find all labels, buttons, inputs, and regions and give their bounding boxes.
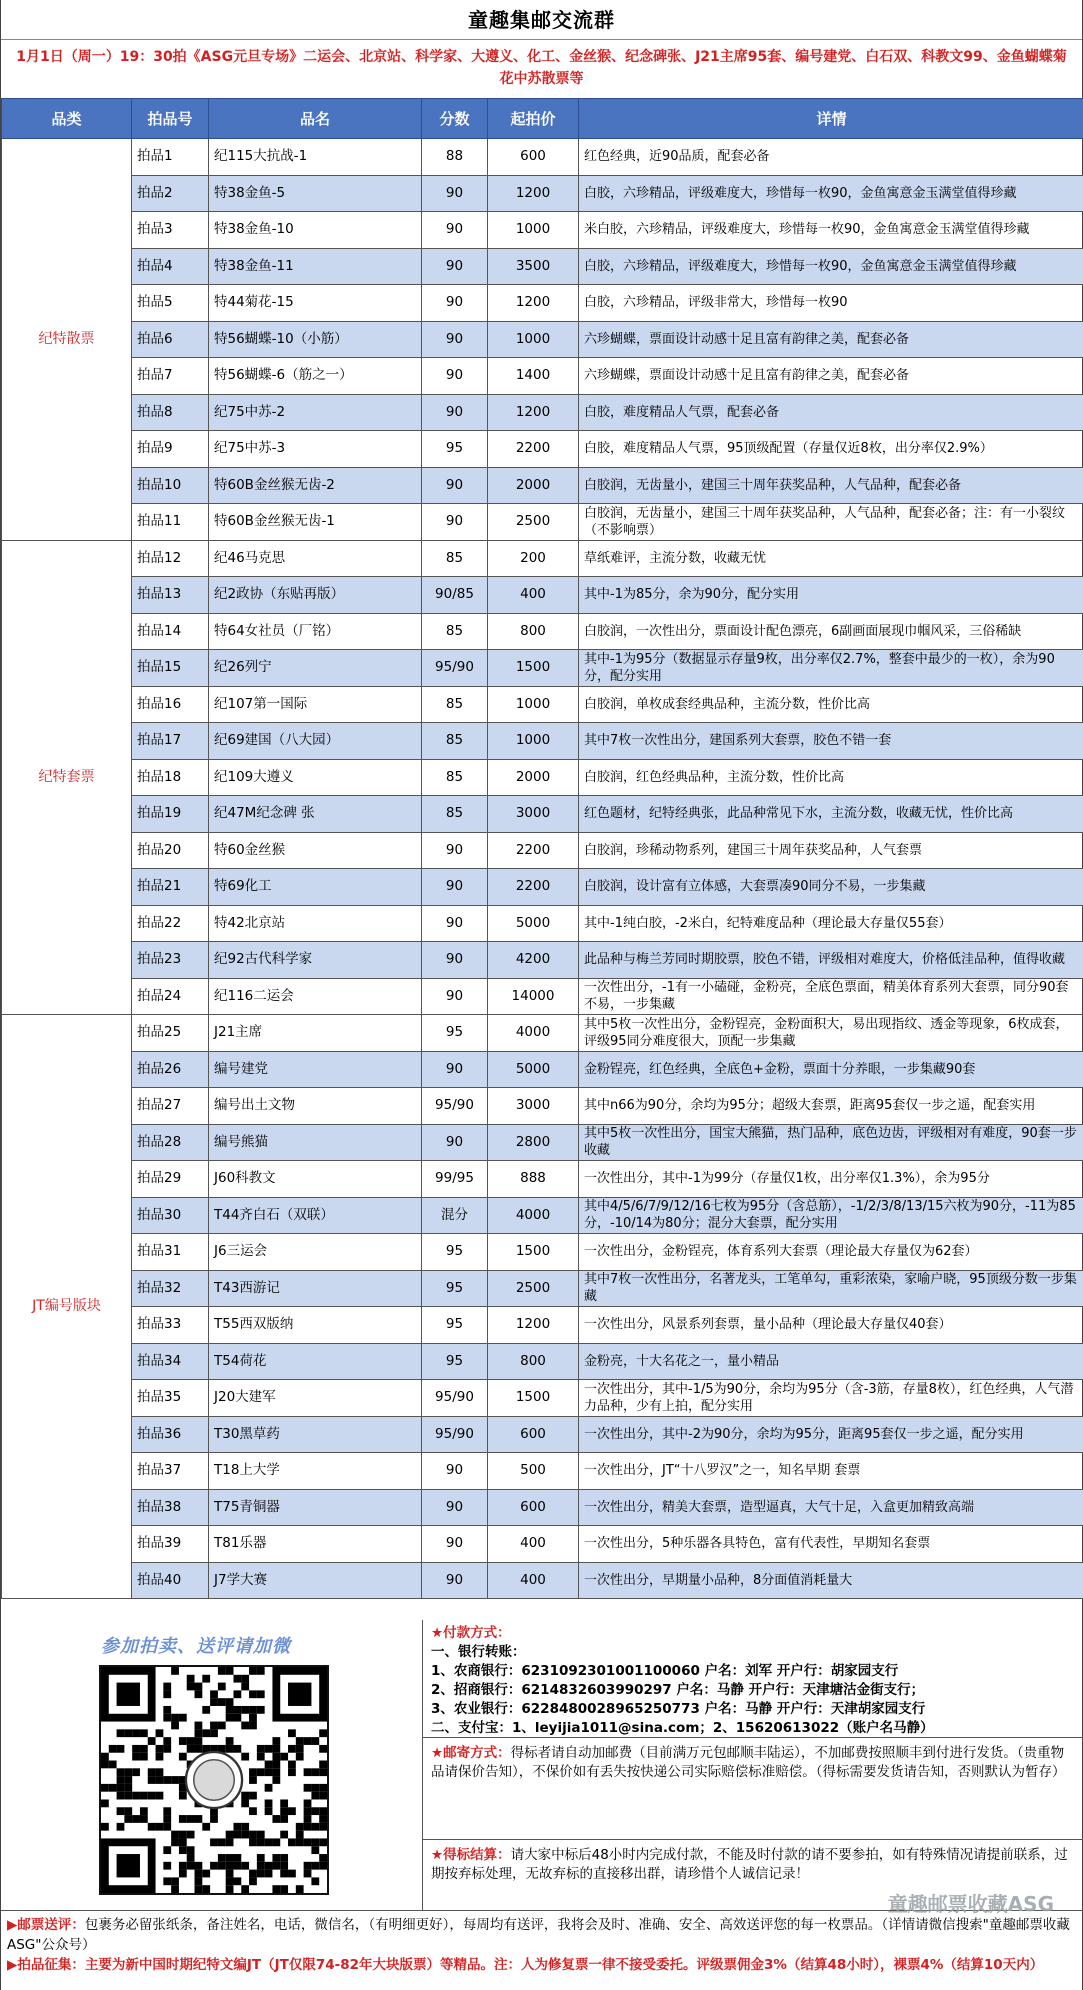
col-score: 分数 [422, 99, 488, 139]
table-row [2, 832, 1083, 869]
review-text: 包裹务必留张纸条，备注姓名，电话，微信名，（有明细更好），每周均有送评，我将会及时、准确、安全、高效送评您的每一枚票品。（详情请微信搜索"童趣邮票收藏ASG"公众号） [7, 1917, 1070, 1953]
lot-cell: 拍品33 [132, 1307, 209, 1344]
lot-cell: 拍品9 [132, 431, 209, 468]
table-row [2, 1562, 1083, 1599]
score-cell: 95/90 [422, 650, 488, 687]
name-cell: T43西游记 [209, 1270, 422, 1307]
price-cell: 1000 [488, 321, 579, 358]
name-cell: 特38金鱼-5 [209, 175, 422, 212]
detail-cell: 草纸难评，主流分数，收藏无忧 [579, 540, 1083, 577]
score-cell: 90 [422, 978, 488, 1015]
table-row [2, 942, 1083, 979]
detail-cell: 其中5枚一次性出分，金粉锃亮，金粉面积大，易出现指纹、透金等现象，6枚成套，评级95同分难度很大，顶配一步集藏 [579, 1015, 1083, 1052]
lot-cell: 拍品28 [132, 1124, 209, 1161]
detail-cell: 其中-1为95分（数据显示存量9枚，出分率仅2.7%，整套中最少的一枚），余为90分，配分实用 [579, 650, 1083, 687]
notes-section [1, 1910, 1083, 1990]
table-row [2, 650, 1083, 687]
table-row [2, 358, 1083, 395]
score-cell: 90 [422, 869, 488, 906]
lot-cell: 拍品25 [132, 1015, 209, 1052]
lot-cell: 拍品17 [132, 723, 209, 760]
name-cell: 特60B金丝猴无齿-2 [209, 467, 422, 504]
lot-cell: 拍品26 [132, 1051, 209, 1088]
table-row [2, 540, 1083, 577]
price-cell: 1000 [488, 686, 579, 723]
price-cell: 3500 [488, 248, 579, 285]
score-cell: 85 [422, 686, 488, 723]
detail-cell: 红色题材，纪特经典张，此品种常见下水，主流分数，收藏无忧，性价比高 [579, 796, 1083, 833]
qr-code-icon[interactable] [99, 1665, 329, 1895]
lot-cell: 拍品36 [132, 1416, 209, 1453]
price-cell: 14000 [488, 978, 579, 1015]
collect-text: 主要为新中国时期纪特文编JT（JT仅限74-82年大块版票）等精品。注：人为修复票一律不接受委托。评级票佣金3%（结算48小时），裸票4%（结算10天内） [84, 1957, 1044, 1973]
table-row [2, 686, 1083, 723]
detail-cell: 白胶润，珍稀动物系列，建国三十周年获奖品种，人气套票 [579, 832, 1083, 869]
table-row [2, 1015, 1083, 1052]
price-cell: 400 [488, 1526, 579, 1563]
name-cell: J7学大赛 [209, 1562, 422, 1599]
table-row [2, 431, 1083, 468]
detail-cell: 白胶，六珍精品，评级难度大，珍惜每一枚90，金鱼寓意金玉满堂值得珍藏 [579, 248, 1083, 285]
price-cell: 1500 [488, 1234, 579, 1271]
price-cell: 200 [488, 540, 579, 577]
name-cell: 编号建党 [209, 1051, 422, 1088]
detail-cell: 白胶，六珍精品，评级非常大，珍惜每一枚90 [579, 285, 1083, 322]
table-row [2, 905, 1083, 942]
price-cell: 1200 [488, 175, 579, 212]
page-title: 童趣集邮交流群 [1, 0, 1082, 40]
table-row [2, 1051, 1083, 1088]
lot-cell: 拍品3 [132, 212, 209, 249]
price-cell: 4000 [488, 1197, 579, 1234]
detail-cell: 白胶润，一次性出分，票面设计配色漂亮，6副画面展现巾帼风采，三俗稀缺 [579, 613, 1083, 650]
table-row [2, 1489, 1083, 1526]
payment-line: 二、支付宝：1、leyijia1011@sina.com；2、15620613022（账户名马静） [431, 1720, 934, 1736]
score-cell: 95/90 [422, 1416, 488, 1453]
name-cell: T55西双版纳 [209, 1307, 422, 1344]
score-cell: 99/95 [422, 1161, 488, 1198]
name-cell: 特60金丝猴 [209, 832, 422, 869]
price-cell: 2200 [488, 832, 579, 869]
detail-cell: 白胶润，设计富有立体感，大套票凑90同分不易，一步集藏 [579, 869, 1083, 906]
price-cell: 2200 [488, 431, 579, 468]
detail-cell: 白胶，难度精品人气票，配套必备 [579, 394, 1083, 431]
lot-cell: 拍品12 [132, 540, 209, 577]
detail-cell: 米白胶，六珍精品，评级难度大，珍惜每一枚90，金鱼寓意金玉满堂值得珍藏 [579, 212, 1083, 249]
review-note [7, 1915, 1078, 1955]
score-cell: 95/90 [422, 1088, 488, 1125]
payment-bank-title: 一、银行转账： [431, 1644, 526, 1660]
col-detail: 详情 [579, 99, 1083, 139]
table-row [2, 1234, 1083, 1271]
payment-heading: ★付款方式： [431, 1625, 511, 1641]
name-cell: 纪92古代科学家 [209, 942, 422, 979]
score-cell: 90 [422, 467, 488, 504]
lot-cell: 拍品15 [132, 650, 209, 687]
lot-cell: 拍品38 [132, 1489, 209, 1526]
score-cell: 85 [422, 540, 488, 577]
qr-section [1, 1620, 423, 1910]
price-cell: 800 [488, 613, 579, 650]
price-cell: 2800 [488, 1124, 579, 1161]
price-cell: 400 [488, 577, 579, 614]
price-cell: 2500 [488, 1270, 579, 1307]
lot-cell: 拍品2 [132, 175, 209, 212]
lot-table-body [2, 139, 1083, 1599]
score-cell: 95 [422, 1234, 488, 1271]
col-category: 品类 [2, 99, 132, 139]
lot-cell: 拍品4 [132, 248, 209, 285]
lot-cell: 拍品14 [132, 613, 209, 650]
table-row [2, 248, 1083, 285]
table-row [2, 1343, 1083, 1380]
detail-cell: 白胶，六珍精品，评级难度大，珍惜每一枚90，金鱼寓意金玉满堂值得珍藏 [579, 175, 1083, 212]
price-cell: 3000 [488, 796, 579, 833]
table-row [2, 1197, 1083, 1234]
detail-cell: 一次性出分，早期量小品种，8分面值消耗量大 [579, 1562, 1083, 1599]
name-cell: 特42北京站 [209, 905, 422, 942]
price-cell: 1500 [488, 650, 579, 687]
settle-text: 请大家中标后48小时内完成付款，不能及时付款的请不要参拍，如有特殊情况请提前联系，过期按弃标处理，无故弃标的直接移出群，请珍惜个人诚信记录！ [431, 1847, 1068, 1882]
detail-cell: 其中7枚一次性出分，建国系列大套票，胶色不错一套 [579, 723, 1083, 760]
price-cell: 1200 [488, 1307, 579, 1344]
lot-cell: 拍品7 [132, 358, 209, 395]
name-cell: 纪26列宁 [209, 650, 422, 687]
lot-cell: 拍品21 [132, 869, 209, 906]
category-cell: JT编号版块 [2, 1015, 132, 1599]
price-cell: 1200 [488, 285, 579, 322]
score-cell: 88 [422, 139, 488, 176]
score-cell: 90 [422, 1489, 488, 1526]
lot-cell: 拍品31 [132, 1234, 209, 1271]
score-cell: 95 [422, 1307, 488, 1344]
score-cell: 90 [422, 212, 488, 249]
score-cell: 90 [422, 1453, 488, 1490]
name-cell: 特60B金丝猴无齿-1 [209, 504, 422, 541]
lot-cell: 拍品35 [132, 1380, 209, 1417]
detail-cell: 一次性出分，5种乐器各具特色，富有代表性，早期知名套票 [579, 1526, 1083, 1563]
table-row [2, 796, 1083, 833]
name-cell: 特44菊花-15 [209, 285, 422, 322]
price-cell: 888 [488, 1161, 579, 1198]
lot-cell: 拍品23 [132, 942, 209, 979]
name-cell: 纪116二运会 [209, 978, 422, 1015]
score-cell: 90 [422, 1124, 488, 1161]
name-cell: 纪107第一国际 [209, 686, 422, 723]
name-cell: 特69化工 [209, 869, 422, 906]
review-label: ▶邮票送评： [7, 1917, 85, 1933]
qr-title: 参加拍卖、送评请加微 [101, 1636, 291, 1657]
detail-cell: 金粉亮，十大名花之一，量小精品 [579, 1343, 1083, 1380]
table-row [2, 1380, 1083, 1417]
detail-cell: 其中-1纯白胶，-2米白，纪特难度品种（理论最大存量仅55套） [579, 905, 1083, 942]
price-cell: 400 [488, 1562, 579, 1599]
name-cell: J20大建军 [209, 1380, 422, 1417]
table-header-row [2, 99, 1083, 139]
price-cell: 2000 [488, 759, 579, 796]
lot-cell: 拍品29 [132, 1161, 209, 1198]
score-cell: 90 [422, 285, 488, 322]
lot-cell: 拍品18 [132, 759, 209, 796]
score-cell: 85 [422, 613, 488, 650]
lot-cell: 拍品39 [132, 1526, 209, 1563]
category-cell: 纪特散票 [2, 139, 132, 541]
detail-cell: 其中5枚一次性出分，国宝大熊猫，热门品种，底色边齿，评级相对有难度，90套一步收藏 [579, 1124, 1083, 1161]
detail-cell: 其中-1为85分，余为90分，配分实用 [579, 577, 1083, 614]
lot-cell: 拍品1 [132, 139, 209, 176]
name-cell: T30黑草药 [209, 1416, 422, 1453]
table-row [2, 212, 1083, 249]
score-cell: 90 [422, 394, 488, 431]
lot-cell: 拍品24 [132, 978, 209, 1015]
payment-line: 1、农商银行：6231092301001100060 户名：刘军 开户行：胡家园支行 [431, 1663, 899, 1679]
table-row [2, 504, 1083, 541]
table-row [2, 1270, 1083, 1307]
table-row [2, 869, 1083, 906]
auction-subtitle: 1月1日（周一）19：30拍《ASG元旦专场》二运会、北京站、科学家、大遵义、化工、金丝猴、纪念碑张、J21主席95套、编号建党、白石双、科教文99、金鱼蝴蝶菊花中苏散票等 [16, 49, 1067, 87]
lot-cell: 拍品22 [132, 905, 209, 942]
score-cell: 95 [422, 431, 488, 468]
price-cell: 600 [488, 139, 579, 176]
name-cell: 编号熊猫 [209, 1124, 422, 1161]
detail-cell: 白胶润，无齿量小，建国三十周年获奖品种，人气品种，配套必备 [579, 467, 1083, 504]
lot-cell: 拍品34 [132, 1343, 209, 1380]
price-cell: 4200 [488, 942, 579, 979]
name-cell: 纪109大遵义 [209, 759, 422, 796]
price-cell: 1200 [488, 394, 579, 431]
score-cell: 90 [422, 175, 488, 212]
name-cell: 特38金鱼-11 [209, 248, 422, 285]
detail-cell: 一次性出分，JT“十八罗汉”之一，知名早期 套票 [579, 1453, 1083, 1490]
price-cell: 2000 [488, 467, 579, 504]
detail-cell: 一次性出分，其中-1为99分（存量仅1枚，出分率仅1.3%），余为95分 [579, 1161, 1083, 1198]
name-cell: 纪46马克思 [209, 540, 422, 577]
name-cell: 纪47M纪念碑 张 [209, 796, 422, 833]
table-row [2, 577, 1083, 614]
detail-cell: 白胶润，无齿量小，建国三十周年获奖品种，人气品种，配套必备；注：有一小裂纹（不影响票） [579, 504, 1083, 541]
price-cell: 1500 [488, 1380, 579, 1417]
shipping-block [423, 1738, 1083, 1840]
name-cell: T81乐器 [209, 1526, 422, 1563]
table-row [2, 467, 1083, 504]
detail-cell: 六珍蝴蝶，票面设计动感十足且富有韵律之美，配套必备 [579, 321, 1083, 358]
detail-cell: 六珍蝴蝶，票面设计动感十足且富有韵律之美，配套必备 [579, 358, 1083, 395]
table-row [2, 1161, 1083, 1198]
lot-cell: 拍品8 [132, 394, 209, 431]
score-cell: 90 [422, 1562, 488, 1599]
detail-cell: 其中7枚一次性出分，名著龙头，工笔单勾，重彩浓染，家喻户晓，95顶级分数一步集藏 [579, 1270, 1083, 1307]
payment-block [423, 1620, 1083, 1738]
name-cell: T75青铜器 [209, 1489, 422, 1526]
lot-cell: 拍品37 [132, 1453, 209, 1490]
price-cell: 600 [488, 1489, 579, 1526]
collect-label: ▶拍品征集： [7, 1957, 85, 1973]
category-cell: 纪特套票 [2, 540, 132, 1015]
score-cell: 90 [422, 248, 488, 285]
table-row [2, 1088, 1083, 1125]
score-cell: 95/90 [422, 1380, 488, 1417]
lot-cell: 拍品30 [132, 1197, 209, 1234]
table-row [2, 139, 1083, 176]
name-cell: 纪75中苏-2 [209, 394, 422, 431]
table-row [2, 1526, 1083, 1563]
name-cell: 纪69建国（八大园） [209, 723, 422, 760]
name-cell: T18上大学 [209, 1453, 422, 1490]
price-cell: 500 [488, 1453, 579, 1490]
name-cell: J60科教文 [209, 1161, 422, 1198]
table-row [2, 1453, 1083, 1490]
detail-cell: 金粉锃亮，红色经典，全底色+金粉，票面十分养眼，一步集藏90套 [579, 1051, 1083, 1088]
lot-cell: 拍品16 [132, 686, 209, 723]
price-cell: 1400 [488, 358, 579, 395]
score-cell: 85 [422, 759, 488, 796]
table-row [2, 1124, 1083, 1161]
score-cell: 90 [422, 832, 488, 869]
score-cell: 90 [422, 1526, 488, 1563]
name-cell: 纪115大抗战-1 [209, 139, 422, 176]
payment-line: 3、农业银行：6228480028965250773 户名：马静 开户行：天津胡家园支行 [431, 1701, 926, 1717]
table-row [2, 321, 1083, 358]
price-cell: 800 [488, 1343, 579, 1380]
qr-code-graphic [101, 1667, 327, 1893]
detail-cell: 其中4/5/6/7/9/12/16七枚为95分（含总筋），-1/2/3/8/13/15六枚为90分，-11为85分，-10/14为80分；混分大套票，配分实用 [579, 1197, 1083, 1234]
lot-cell: 拍品5 [132, 285, 209, 322]
price-cell: 1000 [488, 723, 579, 760]
watermark: 童趣邮票收藏ASG [887, 1892, 1054, 1916]
table-row [2, 1416, 1083, 1453]
name-cell: 特64女社员（厂铭） [209, 613, 422, 650]
name-cell: T54荷花 [209, 1343, 422, 1380]
score-cell: 90 [422, 321, 488, 358]
price-cell: 5000 [488, 1051, 579, 1088]
detail-cell: 一次性出分，金粉锃亮，体育系列大套票（理论最大存量仅为62套） [579, 1234, 1083, 1271]
score-cell: 90/85 [422, 577, 488, 614]
score-cell: 90 [422, 1051, 488, 1088]
lot-cell: 拍品32 [132, 1270, 209, 1307]
score-cell: 95 [422, 1015, 488, 1052]
detail-cell: 白胶润，红色经典品种，主流分数，性价比高 [579, 759, 1083, 796]
detail-cell: 红色经典，近90品质，配套必备 [579, 139, 1083, 176]
price-cell: 5000 [488, 905, 579, 942]
score-cell: 混分 [422, 1197, 488, 1234]
table-row [2, 394, 1083, 431]
score-cell: 85 [422, 723, 488, 760]
detail-cell: 一次性出分，其中-1/5为90分，余均为95分（含-3筋，存量8枚），红色经典，人气潜力品种，少有上拍，配分实用 [579, 1380, 1083, 1417]
table-row [2, 285, 1083, 322]
detail-cell: 白胶，难度精品人气票，95顶级配置（存量仅近8枚，出分率仅2.9%） [579, 431, 1083, 468]
shipping-heading: ★邮寄方式： [431, 1745, 511, 1761]
table-row [2, 1307, 1083, 1344]
shipping-text: 得标者请自动加邮费（目前满万元包邮顺丰陆运），不加邮费按照顺丰到付进行发货。（贵重物品请保价告知），不保价如有丢失按快递公司实际赔偿标准赔偿。（得标需要发货请告知，否则默认为暂存） [431, 1745, 1066, 1780]
col-price: 起拍价 [488, 99, 579, 139]
score-cell: 95 [422, 1343, 488, 1380]
name-cell: 特38金鱼-10 [209, 212, 422, 249]
lot-cell: 拍品40 [132, 1562, 209, 1599]
lot-cell: 拍品20 [132, 832, 209, 869]
table-row [2, 613, 1083, 650]
lot-table [1, 98, 1083, 1599]
price-cell: 4000 [488, 1015, 579, 1052]
bottom-panel [1, 1620, 1083, 1990]
lot-cell: 拍品27 [132, 1088, 209, 1125]
col-name: 品名 [209, 99, 422, 139]
detail-cell: 一次性出分，其中-2为90分，余均为95分，距离95套仅一步之遥，配分实用 [579, 1416, 1083, 1453]
detail-cell: 白胶润，单枚成套经典品种，主流分数，性价比高 [579, 686, 1083, 723]
name-cell: 纪2政协（东贴再版） [209, 577, 422, 614]
score-cell: 90 [422, 905, 488, 942]
name-cell: 编号出土文物 [209, 1088, 422, 1125]
name-cell: T44齐白石（双联） [209, 1197, 422, 1234]
score-cell: 90 [422, 358, 488, 395]
col-lot: 拍品号 [132, 99, 209, 139]
price-cell: 2200 [488, 869, 579, 906]
info-section [423, 1620, 1083, 1910]
name-cell: J6三运会 [209, 1234, 422, 1271]
lot-cell: 拍品13 [132, 577, 209, 614]
settle-heading: ★得标结算： [431, 1847, 511, 1863]
score-cell: 95 [422, 1270, 488, 1307]
name-cell: 特56蝴蝶-6（筋之一） [209, 358, 422, 395]
detail-cell: 一次性出分，风景系列套票，量小品种（理论最大存量仅40套） [579, 1307, 1083, 1344]
table-row [2, 175, 1083, 212]
name-cell: 纪75中苏-3 [209, 431, 422, 468]
lot-cell: 拍品6 [132, 321, 209, 358]
name-cell: 特56蝴蝶-10（小筋） [209, 321, 422, 358]
score-cell: 90 [422, 504, 488, 541]
table-row [2, 759, 1083, 796]
lot-cell: 拍品10 [132, 467, 209, 504]
price-cell: 3000 [488, 1088, 579, 1125]
detail-cell: 其中n66为90分，余均为95分；超级大套票，距离95套仅一步之遥，配套实用 [579, 1088, 1083, 1125]
score-cell: 90 [422, 942, 488, 979]
collect-note [7, 1955, 1078, 1975]
detail-cell: 一次性出分，精美大套票，造型逼真，大气十足，入盒更加精致高端 [579, 1489, 1083, 1526]
payment-line: 2、招商银行：6214832603990297 户名：马静 开户行：天津塘沽金街支行； [431, 1682, 925, 1698]
name-cell: J21主席 [209, 1015, 422, 1052]
lot-cell: 拍品11 [132, 504, 209, 541]
detail-cell: 一次性出分，-1有一小磕碰，金粉亮，全底色票面，精美体育系列大套票，同分90套不易，一步集藏 [579, 978, 1083, 1015]
lot-cell: 拍品19 [132, 796, 209, 833]
price-cell: 2500 [488, 504, 579, 541]
price-cell: 600 [488, 1416, 579, 1453]
price-cell: 1000 [488, 212, 579, 249]
detail-cell: 此品种与梅兰芳同时期胶票，胶色不错，评级相对难度大，价格低洼品种，值得收藏 [579, 942, 1083, 979]
table-row [2, 978, 1083, 1015]
table-row [2, 723, 1083, 760]
score-cell: 85 [422, 796, 488, 833]
